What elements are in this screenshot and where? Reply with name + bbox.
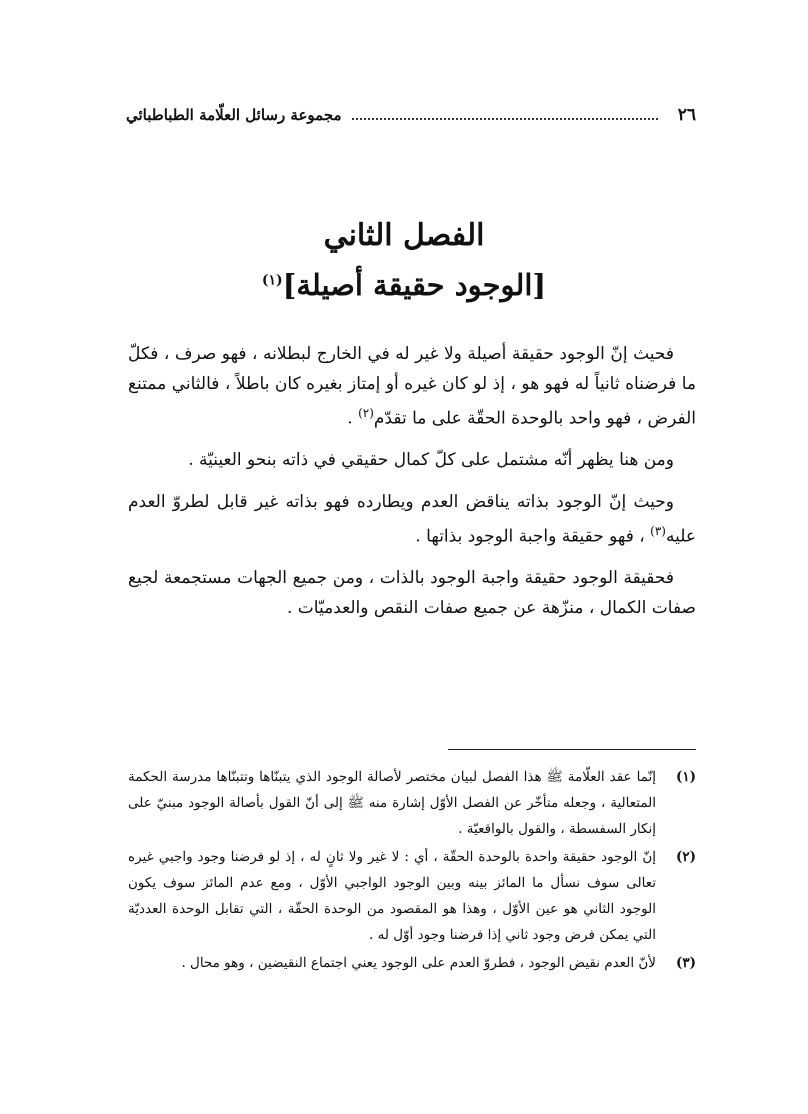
body-text xyxy=(128,340,696,635)
chapter-title: الفصل الثاني xyxy=(323,218,485,253)
chapter-subtitle xyxy=(0,268,808,302)
paragraph xyxy=(128,564,696,623)
page-number: ٢٦ xyxy=(677,105,696,125)
footnote-text: إنّما عقد العلّامة ﷺ هذا الفصل لبيان مختصر لأصالة الوجود الذي يتبنّاها وتتبنّاها مدرسة الحكمة المتعالية ، وجعله متأخّر عن الفصل الأوّل إشارة منه ﷺ إلى أنّ القول بأصالة الوجود مبنيّ على إنكار السفسطة ، والقول بالواقعيّة . xyxy=(128,769,656,837)
footnote-ref[interactable]: (٢) xyxy=(358,406,374,420)
paragraph-text: فحيث إنّ الوجود حقيقة أصيلة ولا غير له في الخارج لبطلانه ، فهو صرف ، فكلّ ما فرضناه ثانياً له فهو هو ، إذ لو كان غيره أو إمتاز بغيره كان باطلاً ، فالثاني ممتنع الفرض ، فهو واحد بالوحدة الحقّة على ما تقدّم xyxy=(128,344,696,429)
paragraph-text-tail: . xyxy=(347,408,359,429)
paragraph-text: فحقيقة الوجود حقيقة واجبة الوجود بالذات ، ومن جميع الجهات مستجمعة لجيع صفات الكمال ، منزّهة عن جميع صفات النقص والعدميّات . xyxy=(128,568,696,618)
running-header xyxy=(126,100,696,130)
footnote-number: (٣) xyxy=(675,955,696,971)
footnote-text: لأنّ العدم نقيض الوجود ، فطروّ العدم على الوجود يعني اجتماع النقيضين ، وهو محال . xyxy=(181,955,656,971)
header-leader-dots xyxy=(352,110,658,120)
footnote-text: إنّ الوجود حقيقة واحدة بالوحدة الحقّة ، أي : لا غير ولا ثانٍ له ، إذ لو فرضنا وجود واجبي غيره تعالى سوف نسأل ما المائز بينه وبين الوجود الواجبي الأوّل ، ومع عدم المائز سوف يكون الوجود الثاني هو عين الأوّل ، وهذا هو المقصود من الوحدة الحقّة ، التي تقابل الوحدة العدديّة التي يمكن فرض وجود ثاني إذا فرضنا وجود أوّل له . xyxy=(128,849,656,943)
chapter-subtitle-text: [الوجود حقيقة أصيلة] xyxy=(282,268,547,302)
footnotes xyxy=(128,764,696,978)
book-title: مجموعة رسائل العلّامة الطباطبائي xyxy=(126,106,342,124)
paragraph xyxy=(128,488,696,553)
footnote-number: (٢) xyxy=(675,849,696,865)
paragraph-text: ومن هنا يظهر أنّه مشتمل على كلّ كمال حقيقي في ذاته بنحو العينيّة . xyxy=(188,450,674,471)
paragraph xyxy=(128,446,696,476)
footnote-ref[interactable]: (٣) xyxy=(650,524,666,539)
footnote-separator xyxy=(448,749,696,750)
footnote-number: (١) xyxy=(675,769,696,785)
footnote xyxy=(128,844,696,948)
paragraph-text: وحيث إنّ الوجود بذاته يناقض العدم ويطارده فهو بذاته غير قابل لطروّ العدم عليه xyxy=(128,491,696,547)
footnote xyxy=(128,950,696,976)
footnote xyxy=(128,764,696,842)
paragraph-text-tail: ، فهو حقيقة واجبة الوجود بذاتها . xyxy=(415,526,651,547)
footnote-ref[interactable]: (١) xyxy=(261,272,283,289)
paragraph xyxy=(128,340,696,434)
